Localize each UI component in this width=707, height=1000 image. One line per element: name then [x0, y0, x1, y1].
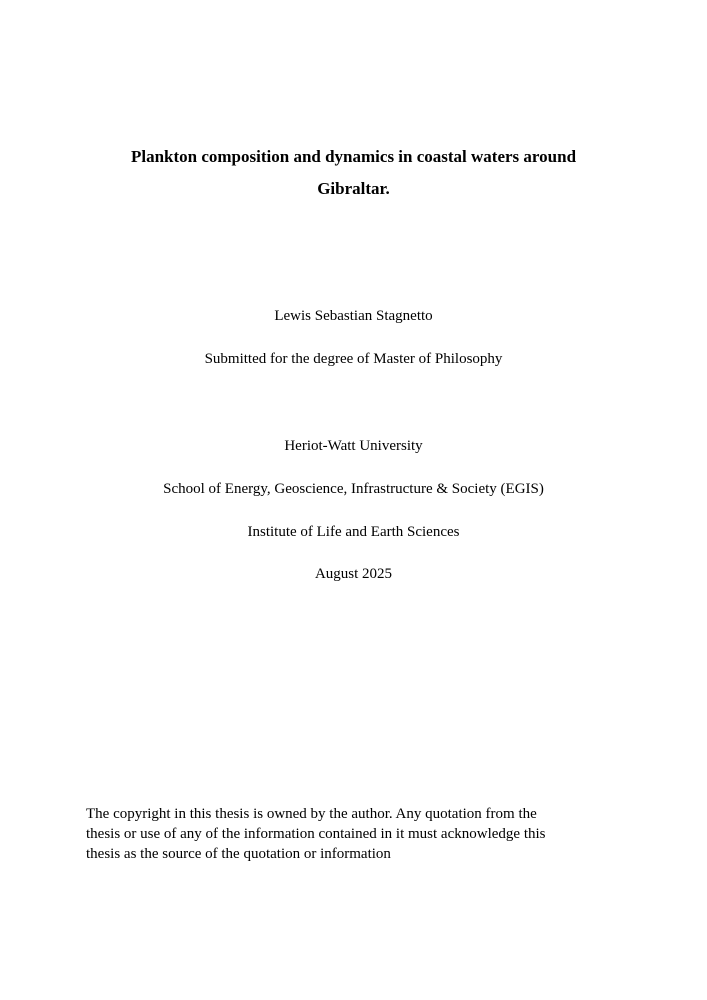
copyright-line-2: thesis or use of any of the information contained in it must acknowledge this — [86, 826, 546, 842]
page-title-line-2: Gibraltar. — [317, 179, 390, 198]
university-name: Heriot-Watt University — [284, 438, 423, 454]
page-title-line-1: Plankton composition and dynamics in coastal waters around — [130, 147, 577, 166]
copyright-notice — [86, 804, 616, 864]
page-title — [85, 141, 622, 205]
author-name: Lewis Sebastian Stagnetto — [274, 308, 433, 324]
copyright-line-1: The copyright in this thesis is owned by the author. Any quotation from the — [86, 806, 537, 822]
institute-name: Institute of Life and Earth Sciences — [247, 524, 460, 540]
submission-date: August 2025 — [314, 566, 393, 582]
degree-statement: Submitted for the degree of Master of Philosophy — [204, 351, 503, 367]
school-name: School of Energy, Geoscience, Infrastructure & Society (EGIS) — [163, 481, 544, 497]
copyright-line-3: thesis as the source of the quotation or information — [86, 846, 391, 862]
